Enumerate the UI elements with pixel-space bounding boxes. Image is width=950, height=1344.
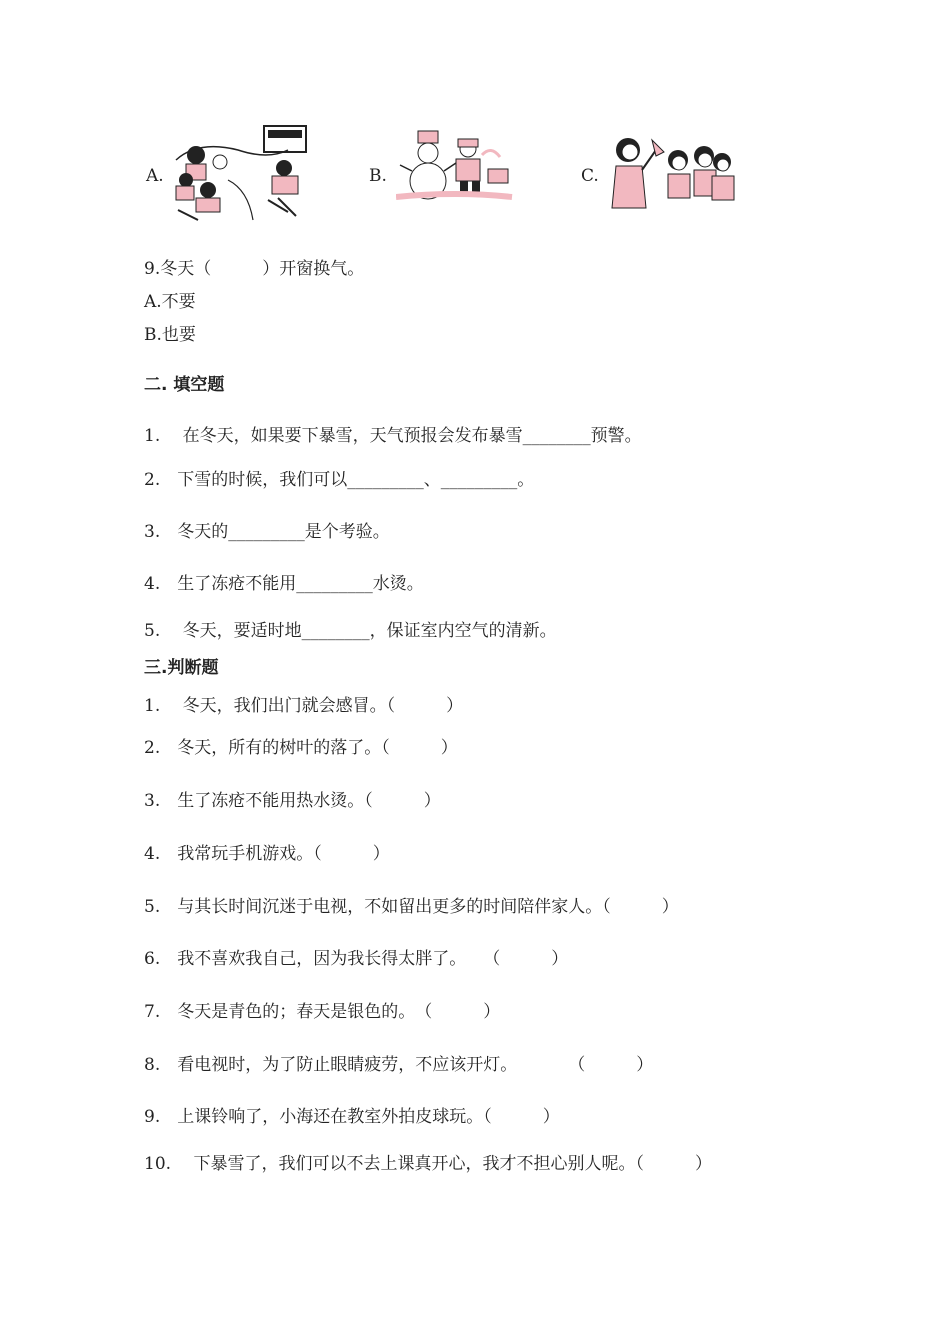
teacher-and-students-illustration xyxy=(606,130,741,210)
option-b-label: B. xyxy=(369,166,387,186)
question-9-option-a: A.不要 xyxy=(144,292,196,312)
option-a-label: A. xyxy=(146,166,164,186)
fill-blank-item-5: 5. 冬天，要适时地________，保证室内空气的清新。 xyxy=(144,621,557,641)
judge-item-7: 7. 冬天是青色的；春天是银色的。 （ ） xyxy=(144,1002,501,1022)
judge-item-3: 3. 生了冻疮不能用热水烫。（ ） xyxy=(144,791,441,811)
section-2-title: 二. 填空题 xyxy=(144,375,225,395)
judge-item-6: 6. 我不喜欢我自己，因为我长得太胖了。 （ ） xyxy=(144,949,569,969)
snowman-and-child-illustration xyxy=(396,125,516,207)
option-c-label: C. xyxy=(581,166,599,186)
judge-item-9: 9. 上课铃响了，小海还在教室外拍皮球玩。（ ） xyxy=(144,1107,560,1127)
section-3-title: 三.判断题 xyxy=(144,658,219,678)
fill-blank-item-1: 1. 在冬天，如果要下暴雪，天气预报会发布暴雪________预警。 xyxy=(144,426,642,446)
judge-item-8: 8. 看电视时，为了防止眼睛疲劳，不应该开灯。 （ ） xyxy=(144,1055,654,1075)
judge-item-10: 10. 下暴雪了，我们可以不去上课真开心，我才不担心别人呢。（ ） xyxy=(144,1154,712,1174)
judge-item-1: 1. 冬天，我们出门就会感冒。（ ） xyxy=(144,696,464,716)
fill-blank-item-3: 3. 冬天的_________是个考验。 xyxy=(144,522,390,542)
judge-item-2: 2. 冬天，所有的树叶的落了。（ ） xyxy=(144,738,458,758)
judge-item-5: 5. 与其长时间沉迷于电视，不如留出更多的时间陪伴家人。（ ） xyxy=(144,897,679,917)
children-snowball-fight-illustration xyxy=(168,120,313,225)
fill-blank-item-4: 4. 生了冻疮不能用_________水烫。 xyxy=(144,574,424,594)
question-9: 9.冬天（ ）开窗换气。 xyxy=(144,259,365,279)
fill-blank-item-2: 2. 下雪的时候，我们可以_________、_________。 xyxy=(144,470,535,490)
judge-item-4: 4. 我常玩手机游戏。（ ） xyxy=(144,844,390,864)
question-9-option-b: B.也要 xyxy=(144,325,196,345)
